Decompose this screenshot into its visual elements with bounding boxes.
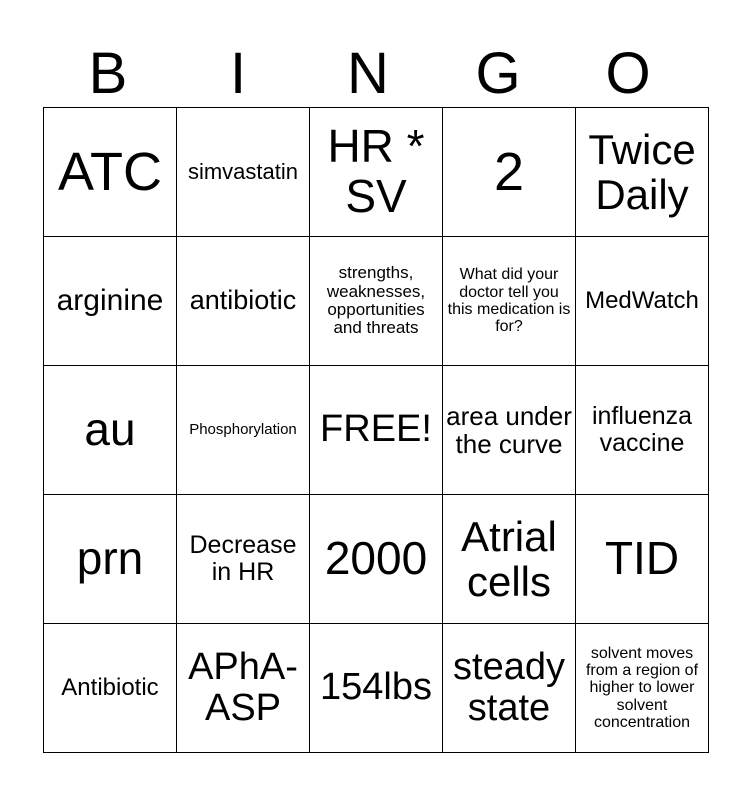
board-row [44, 237, 709, 366]
bingo-cell[interactable]: Phosphorylation [177, 366, 310, 495]
bingo-cell[interactable]: 2 [443, 108, 576, 237]
bingo-cell[interactable]: 2000 [310, 495, 443, 624]
bingo-header [43, 40, 693, 108]
bingo-cell[interactable]: Decrease in HR [177, 495, 310, 624]
board-row [44, 366, 709, 495]
bingo-cell[interactable]: au [44, 366, 177, 495]
bingo-cell[interactable]: Atrial cells [443, 495, 576, 624]
bingo-cell[interactable]: simvastatin [177, 108, 310, 237]
bingo-cell[interactable]: 154lbs [310, 624, 443, 753]
bingo-cell[interactable]: HR * SV [310, 108, 443, 237]
free-space-cell[interactable]: FREE! [310, 366, 443, 495]
bingo-cell[interactable]: Antibiotic [44, 624, 177, 753]
bingo-cell[interactable]: antibiotic [177, 237, 310, 366]
bingo-cell[interactable]: steady state [443, 624, 576, 753]
bingo-cell[interactable]: TID [576, 495, 709, 624]
bingo-cell[interactable]: influenza vaccine [576, 366, 709, 495]
header-letter-g: G [475, 41, 521, 106]
board-row [44, 108, 709, 237]
header-letter-i: I [229, 41, 247, 106]
bingo-cell[interactable]: What did your doctor tell you this medication is for? [443, 237, 576, 366]
bingo-cell[interactable]: ATC [44, 108, 177, 237]
bingo-cell[interactable]: Twice Daily [576, 108, 709, 237]
bingo-cell[interactable]: arginine [44, 237, 177, 366]
board-row [44, 495, 709, 624]
bingo-cell[interactable]: prn [44, 495, 177, 624]
bingo-cell[interactable]: APhA-ASP [177, 624, 310, 753]
bingo-cell[interactable]: area under the curve [443, 366, 576, 495]
header-letter-o: O [605, 41, 651, 106]
bingo-cell[interactable]: MedWatch [576, 237, 709, 366]
bingo-cell[interactable]: solvent moves from a region of higher to lower solvent concentration [576, 624, 709, 753]
board-row [44, 624, 709, 753]
header-letter-b: B [88, 41, 128, 106]
bingo-cell[interactable]: strengths, weaknesses, opportunities and threats [310, 237, 443, 366]
header-letter-n: N [347, 41, 389, 106]
bingo-board [43, 107, 709, 753]
